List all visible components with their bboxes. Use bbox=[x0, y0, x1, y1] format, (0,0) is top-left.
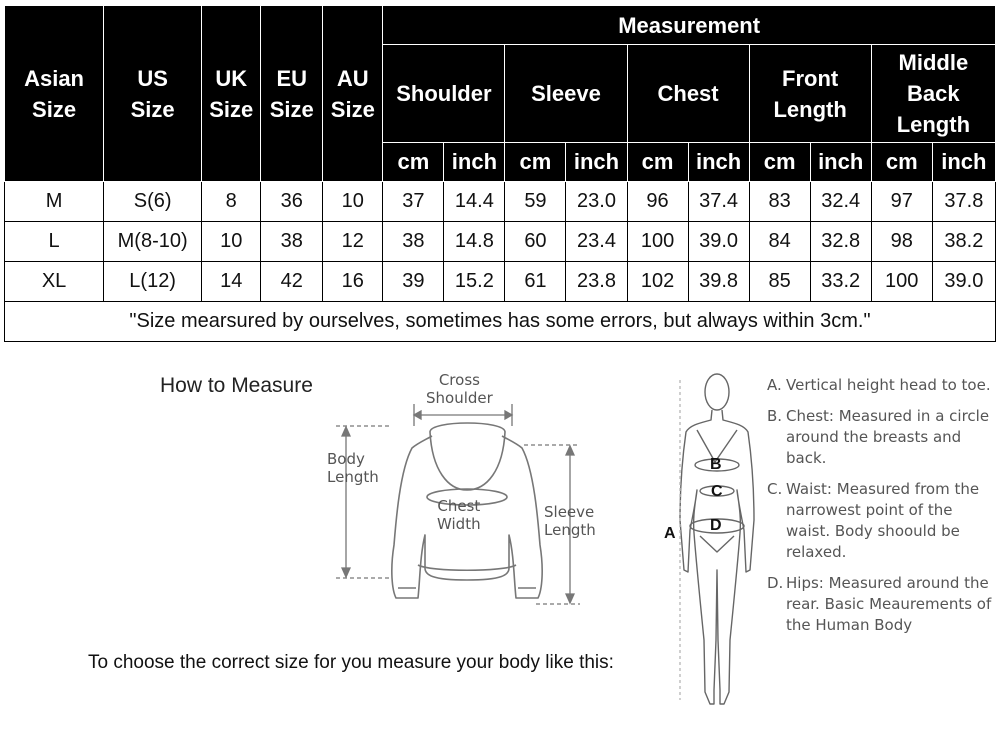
header-measurement: Measurement bbox=[383, 6, 996, 45]
table-cell: 32.8 bbox=[810, 222, 871, 262]
table-cell: 100 bbox=[627, 222, 688, 262]
table-cell: 96 bbox=[627, 182, 688, 222]
table-cell: XL bbox=[5, 262, 104, 302]
table-cell: 97 bbox=[871, 182, 932, 222]
choose-size-instruction: To choose the correct size for you measure your body like this: bbox=[88, 652, 614, 673]
figure-letter-a: A bbox=[664, 525, 676, 542]
unit-inch: inch bbox=[688, 143, 749, 182]
note-text: Hips: Measured around the rear. Basic Meaurements of the Human Body bbox=[786, 574, 992, 634]
note-a bbox=[767, 375, 997, 396]
table-cell: 39 bbox=[383, 262, 444, 302]
table-cell: 12 bbox=[323, 222, 383, 262]
unit-cm: cm bbox=[505, 143, 566, 182]
note-key: C. bbox=[767, 480, 783, 498]
table-cell: M(8-10) bbox=[104, 222, 202, 262]
unit-cm: cm bbox=[383, 143, 444, 182]
table-cell: 10 bbox=[323, 182, 383, 222]
table-cell: L bbox=[5, 222, 104, 262]
measurement-note: "Size mearsured by ourselves, sometimes has some errors, but always within 3cm." bbox=[5, 302, 996, 342]
table-cell: L(12) bbox=[104, 262, 202, 302]
header-label: EU Size bbox=[269, 65, 314, 122]
table-cell: 42 bbox=[261, 262, 323, 302]
how-to-measure-title: How to Measure bbox=[160, 374, 313, 397]
note-d bbox=[767, 573, 997, 636]
table-cell: 39.0 bbox=[688, 222, 749, 262]
table-cell: S(6) bbox=[104, 182, 202, 222]
table-cell: 39.8 bbox=[688, 262, 749, 302]
group-label: Middle Back Length bbox=[896, 50, 971, 137]
group-label: Chest bbox=[657, 81, 719, 106]
note-text: Chest: Measured in a circle around the breasts and back. bbox=[786, 407, 990, 467]
table-cell: 102 bbox=[627, 262, 688, 302]
table-cell: 59 bbox=[505, 182, 566, 222]
table-cell: M bbox=[5, 182, 104, 222]
unit-inch: inch bbox=[810, 143, 871, 182]
group-label: Shoulder bbox=[396, 81, 492, 106]
unit-inch: inch bbox=[444, 143, 505, 182]
table-cell: 14.8 bbox=[444, 222, 505, 262]
table-cell: 38 bbox=[383, 222, 444, 262]
figure-letter-b: B bbox=[710, 456, 722, 473]
table-cell: 37 bbox=[383, 182, 444, 222]
table-cell: 38.2 bbox=[932, 222, 995, 262]
figure-letter-d: D bbox=[710, 517, 722, 534]
table-cell: 37.4 bbox=[688, 182, 749, 222]
table-cell: 10 bbox=[202, 222, 261, 262]
header-label: US Size bbox=[130, 65, 175, 122]
table-cell: 16 bbox=[323, 262, 383, 302]
table-cell: 23.8 bbox=[566, 262, 627, 302]
table-cell: 32.4 bbox=[810, 182, 871, 222]
header-label: AU Size bbox=[330, 65, 375, 122]
cross-shoulder-label: Cross Shoulder bbox=[426, 371, 493, 407]
table-cell: 8 bbox=[202, 182, 261, 222]
table-cell: 14.4 bbox=[444, 182, 505, 222]
body-figure bbox=[680, 374, 754, 704]
sleeve-length-label: Sleeve Length bbox=[544, 503, 596, 539]
header-label: Asian Size bbox=[24, 65, 84, 122]
table-cell: 100 bbox=[871, 262, 932, 302]
note-key: D. bbox=[767, 574, 784, 592]
table-cell: 85 bbox=[749, 262, 810, 302]
table-cell: 37.8 bbox=[932, 182, 995, 222]
table-cell: 39.0 bbox=[932, 262, 995, 302]
note-c bbox=[767, 479, 997, 563]
table-cell: 23.4 bbox=[566, 222, 627, 262]
body-length-label: Body Length bbox=[327, 450, 379, 486]
table-cell: 61 bbox=[505, 262, 566, 302]
unit-inch: inch bbox=[932, 143, 995, 182]
note-text: Vertical height head to toe. bbox=[786, 376, 991, 394]
table-cell: 36 bbox=[261, 182, 323, 222]
table-cell: 83 bbox=[749, 182, 810, 222]
unit-inch: inch bbox=[566, 143, 627, 182]
header-label: UK Size bbox=[209, 65, 254, 122]
unit-cm: cm bbox=[627, 143, 688, 182]
note-key: B. bbox=[767, 407, 783, 425]
table-cell: 84 bbox=[749, 222, 810, 262]
table-cell: 60 bbox=[505, 222, 566, 262]
note-text: Waist: Measured from the narrowest point of the waist. Body shoould be relaxed. bbox=[786, 480, 980, 561]
body-measure-notes bbox=[767, 375, 997, 646]
figure-letter-c: C bbox=[711, 483, 723, 500]
chest-width-label: Chest Width bbox=[437, 497, 481, 533]
table-cell: 38 bbox=[261, 222, 323, 262]
table-cell: 33.2 bbox=[810, 262, 871, 302]
note-b bbox=[767, 406, 997, 469]
table-cell: 23.0 bbox=[566, 182, 627, 222]
table-cell: 15.2 bbox=[444, 262, 505, 302]
unit-cm: cm bbox=[749, 143, 810, 182]
table-cell: 98 bbox=[871, 222, 932, 262]
unit-cm: cm bbox=[871, 143, 932, 182]
group-label: Sleeve bbox=[531, 81, 601, 106]
table-cell: 14 bbox=[202, 262, 261, 302]
group-label: Front Length bbox=[773, 65, 847, 122]
note-key: A. bbox=[767, 376, 782, 394]
